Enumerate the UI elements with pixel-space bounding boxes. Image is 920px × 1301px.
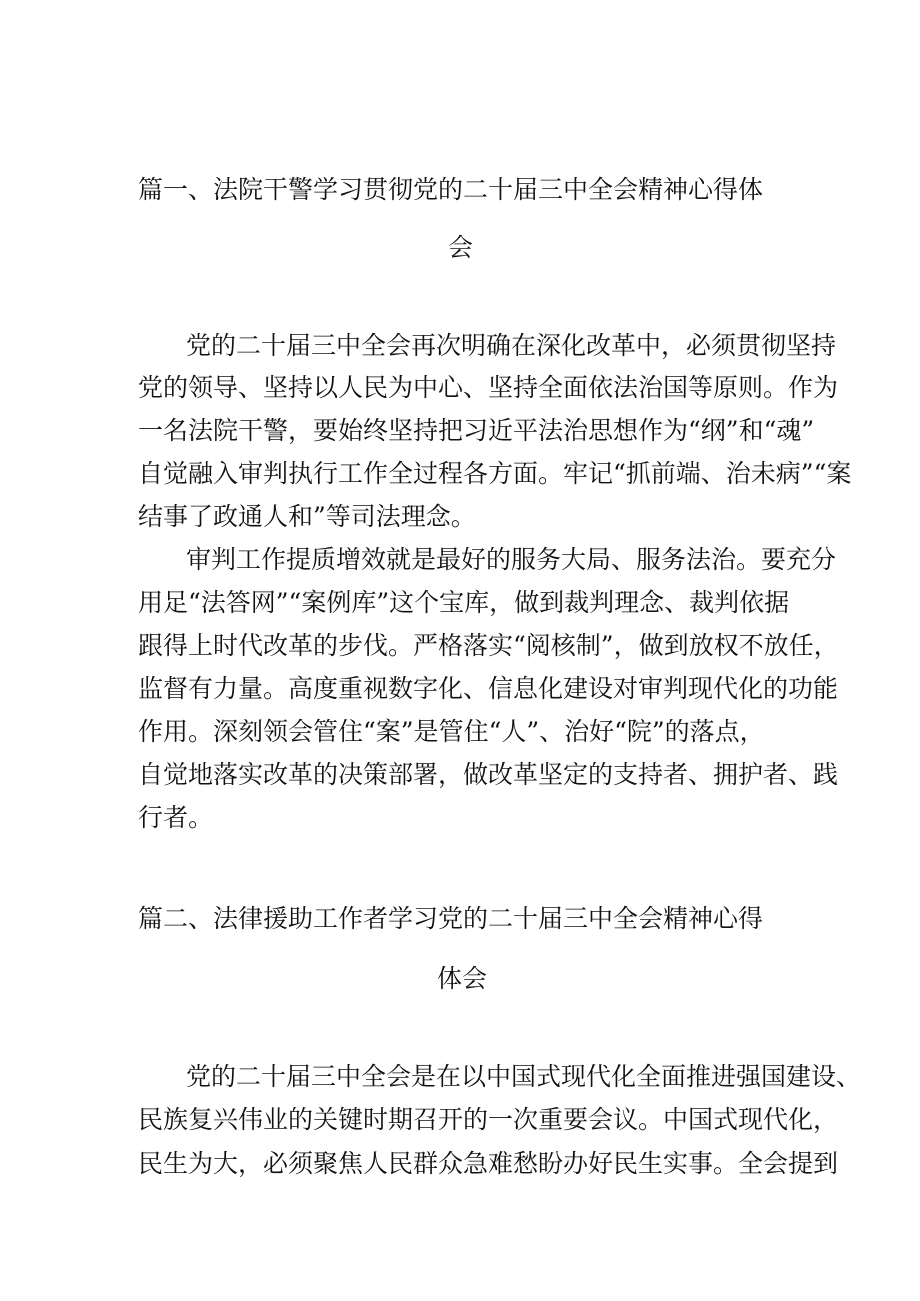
section2-title-line2: 体会 [437,964,488,993]
s1-p1-line: 党的二十届三中全会再次明确在深化改革中，必须贯彻坚持 [186,331,837,360]
s1-p2-line: 监督有力量。高度重视数字化、信息化建设对审判现代化的功能 [138,674,839,703]
section1-title-line2: 会 [448,233,474,262]
s1-p2-line: 用足“法答网”“案例库”这个宝库，做到裁判理念、裁判依据 [138,588,790,617]
s1-p2-line: 审判工作提质增效就是最好的服务大局、服务法治。要充分 [186,545,837,574]
section1-title-line1: 篇一、法院干警学习贯彻党的二十届三中全会精神心得体 [138,175,764,204]
s1-p1-line: 一名法院干警，要始终坚持把习近平法治思想作为“纲”和“魂” [138,416,815,445]
s1-p2-line: 自觉地落实改革的决策部署，做改革坚定的支持者、拥护者、践 [138,760,839,789]
s2-p1-line: 党的二十届三中全会是在以中国式现代化全面推进强国建设、 [186,1062,862,1091]
s1-p2-line: 跟得上时代改革的步伐。严格落实“阅核制”，做到放权不放任， [138,631,839,660]
s1-p1-line: 党的领导、坚持以人民为中心、坚持全面依法治国等原则。作为 [138,373,839,402]
section2-title-line1: 篇二、法律援助工作者学习党的二十届三中全会精神心得 [138,904,764,933]
s2-p1-line: 民族复兴伟业的关键时期召开的一次重要会议。中国式现代化， [138,1105,839,1134]
s1-p1-line: 结事了政通人和”等司法理念。 [138,502,476,531]
s1-p2-line: 作用。深刻领会管住“案”是管住“人”、治好“院”的落点， [138,717,765,746]
s1-p1-line: 自觉融入审判执行工作全过程各方面。牢记“抓前端、治未病”“案 [138,459,852,488]
s2-p1-line: 民生为大，必须聚焦人民群众急难愁盼办好民生实事。全会提到 [138,1149,839,1178]
s1-p2-line: 行者。 [138,803,214,832]
